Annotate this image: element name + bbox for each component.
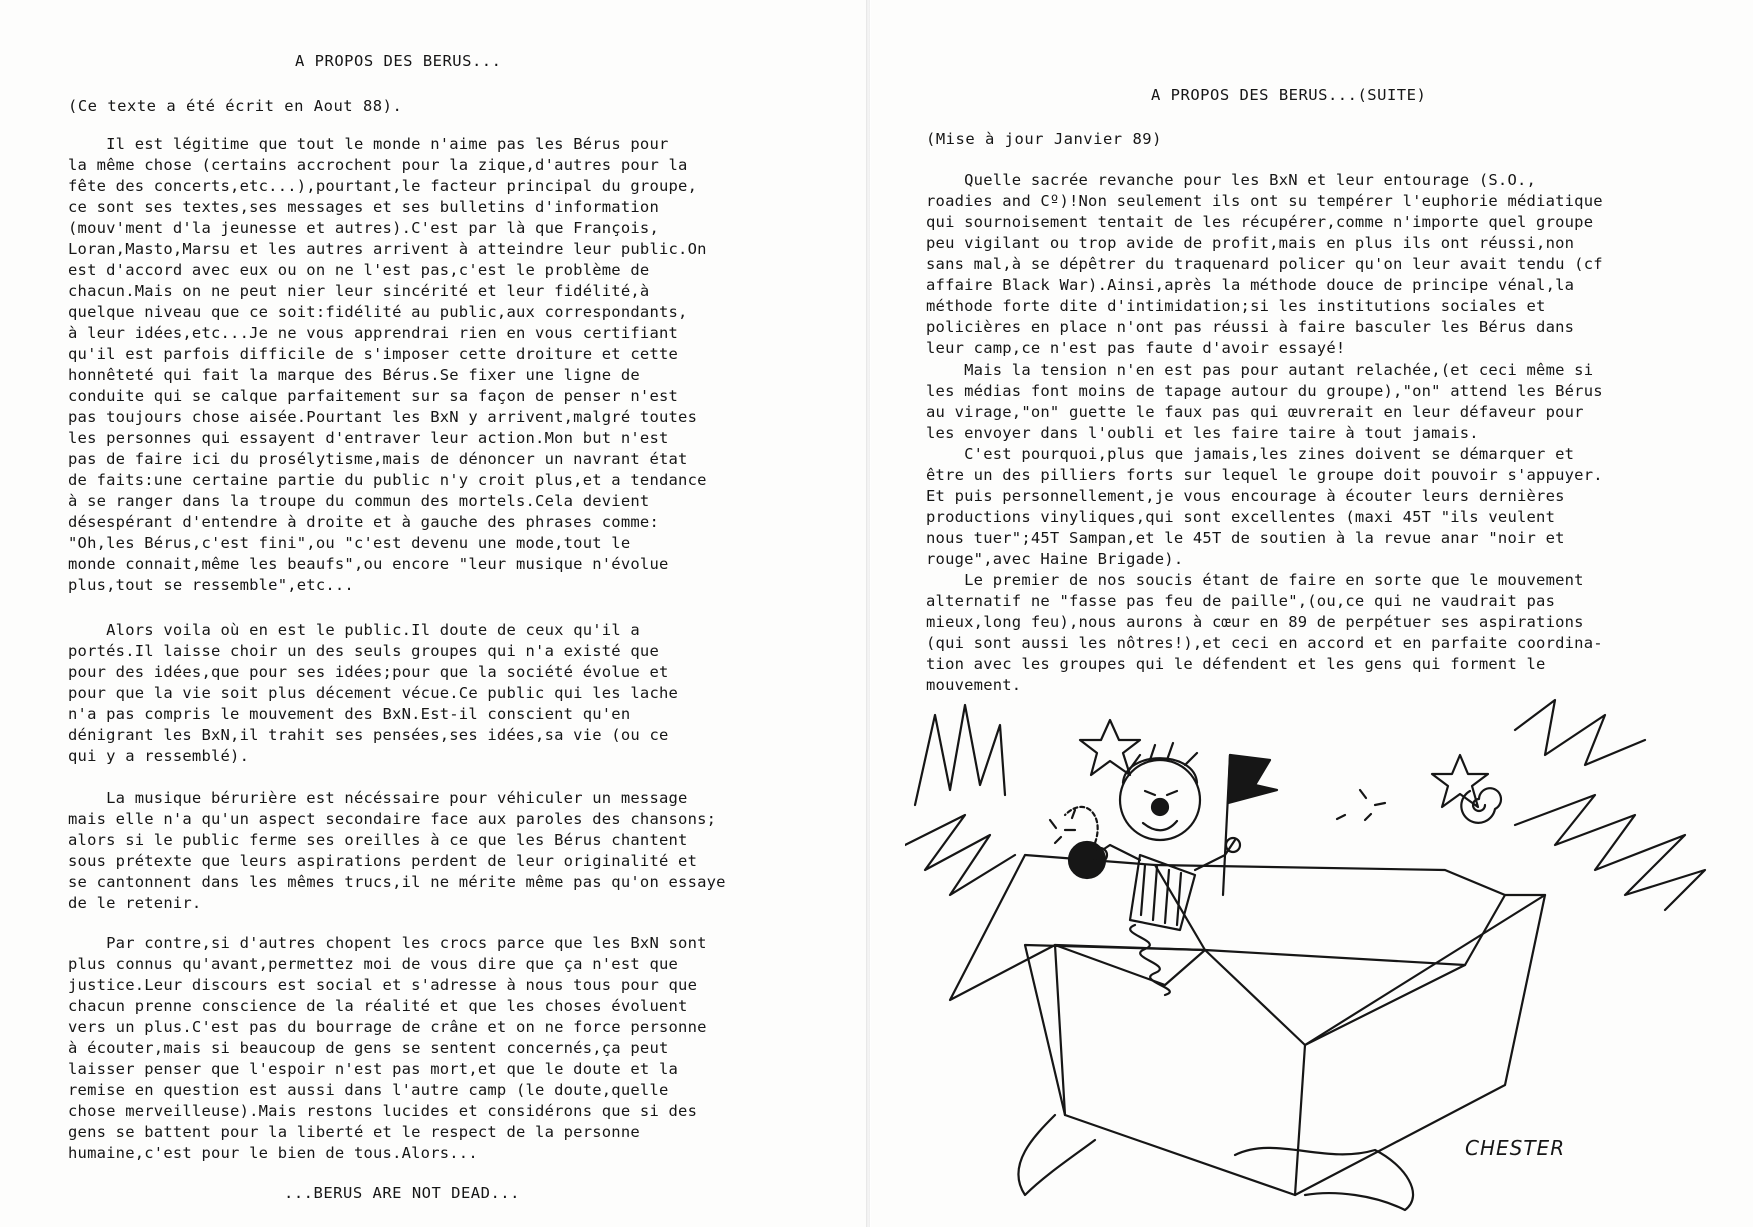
jack-in-the-box-illustration	[905, 695, 1720, 1215]
spiral-icon	[1461, 788, 1501, 823]
burst-right-low-zigzag	[1515, 795, 1705, 910]
burst-right-zigzag	[1515, 700, 1645, 765]
right-page-dateline: (Mise à jour Janvier 89)	[926, 130, 1162, 148]
black-flag-icon	[1228, 755, 1277, 803]
left-page-title: A PROPOS DES BERUS...	[295, 52, 502, 70]
right-paragraph-1: Quelle sacrée revanche pour les BxN et leur entourage (S.O., roadies and Cº)!Non seulement ils ont su tempérer l'euphorie médiatique qui sournoisement tentait de les récupérer,comme n'importe quel groupe peu vigilant ou trop avide de profit,mais en plus ils ont réussi,non sans mal,à se dépêtrer du traquenard policer qu'on leur avait tendu (cf affaire Black War).Ainsi,après la méthode douce de principe vénal,la méthode forte dite d'intimidation;si les institutions sociales et policières en place n'ont pas réussi à faire basculer les Bérus dans leur camp,ce n'est pas faute d'avoir essayé!	[926, 171, 1603, 357]
illustrator-signature: CHESTER	[1465, 1136, 1566, 1160]
burst-left-zigzag	[915, 705, 1005, 805]
left-paragraph-2: Alors voila où en est le public.Il doute de ceux qu'il a portés.Il laisse choir un des seuls groupes qui n'a existé que pour des idées,que pour ses idées;pour que la société évolue et pour que la vie soit plus décement vécue.Ce public qui les lache n'a pas compris le mouvement des BxN.Est-il conscient qu'en dénigrant les BxN,il trahit ses pensées,ses idées,sa vie (ou ce qui y a ressemblé).	[68, 621, 679, 765]
spark-marks-left	[1050, 810, 1075, 843]
left-paragraph-4: Par contre,si d'autres chopent les crocs parce que les BxN sont plus connus qu'avant,permettez moi de vous dire que ça n'est que justice.Leur discours est social et s'adresse à nous tous pour que chacun prenne conscience de la réalité et que les choses évoluent vers un plus.C'est pas du bourrage de crâne et on ne force personne à écouter,mais si beaucoup de gens se sentent concernés,ça peut laisser penser que l'espoir n'est pas mort,et que le doute et la remise en question est aussi dans l'autre camp (le doute,quelle chose merveilleuse).Mais restons lucides et considérons que si des gens se battent pour la liberté et le respect de la personne humaine,c'est pour le bien de tous.Alors...	[68, 934, 707, 1162]
left-page-dateline: (Ce texte a été écrit en Aout 88).	[68, 97, 403, 115]
page-gutter	[866, 0, 870, 1227]
left-paragraph-1: Il est légitime que tout le monde n'aime pas les Bérus pour la même chose (certains accrochent pour la zique,d'autres pour la fête des concerts,etc...),pourtant,le facteur principal du groupe, ce sont ses textes,ses messages et ses bulletins d'information (mouv'ment d'la jeunesse et autres).C'est par là que François, Loran,Masto,Marsu et les autres arrivent à atteindre leur public.On est d'accord avec eux ou on ne l'est pas,c'est le problème de chacun.Mais on ne peut nier leur sincérité et leur fidélité,à quelque niveau que ce soit:fidélité au public,aux correspondants, à leur idées,etc...Je ne vous apprendrai rien en vous certifiant qu'il est parfois difficile de s'imposer cette droiture et cette honnêteté qui fait la marque des Bérus.Se fixer une ligne de conduite qui se calque parfaitement sur sa façon de penser n'est pas toujours chose aisée.Pourtant les BxN y arrivent,malgré toutes les personnes qui essayent d'entraver leur action.Mon but n'est pas de faire ici du prosélytisme,mais de dénoncer un navrant état de faits:une certaine partie du public n'y croit plus,et a tendance à se ranger dans la troupe du commun des mortels.Cela devient désespérant d'entendre à droite et à gauche des phrases comme: "Oh,les Bérus,c'est fini",ou "c'est devenu une mode,tout le monde connait,même les beaufs",ou encore "leur musique n'évolue plus,tout se ressemble",etc...	[68, 135, 707, 594]
spark-marks-right	[1337, 790, 1385, 820]
left-page-closing: ...BERUS ARE NOT DEAD...	[284, 1184, 520, 1202]
right-paragraph-2: Mais la tension n'en est pas pour autant relachée,(et ceci même si les médias font moins de tapage autour du groupe),"on" attend les Bérus au virage,"on" guette le faux pas qui œuvrerait en leur défaveur pour les envoyer dans l'oubli et les faire taire à tout jamais.	[926, 361, 1603, 442]
right-paragraph-4: Le premier de nos soucis étant de faire en sorte que le mouvement alternatif ne "fasse pas feu de paille",(ou,ce qui ne vaudrait pas mieux,long feu),nous aurons à cœur en 89 de perpétuer ses aspirations (qui sont aussi les nôtres!),et ceci en accord et en parfaite coordina- tion avec les groupes qui le défendent et les gens qui forment le mouvement.	[926, 571, 1603, 694]
burst-left-low-zigzag	[905, 815, 1015, 895]
right-paragraph-3: C'est pourquoi,plus que jamais,les zines doivent se démarquer et être un des pilliers forts sur lequel le groupe doit pouvoir s'appuyer. Et puis personnellement,je vous encourage à écouter leurs dernières productions vinyliques,qui sont excellentes (maxi 45T "ils veulent nous tuer";45T Sampan,et le 45T de soutien à la revue anar "noir et rouge",avec Haine Brigade).	[926, 445, 1603, 568]
left-paragraph-3: La musique bérurière est nécéssaire pour véhiculer un message mais elle n'a qu'un aspect secondaire face aux paroles des chansons; alors si le public ferme ses oreilles à ce que les Bérus chantent sous prétexte que leurs aspirations perdent de leur originalité et se cantonnent dans les mêmes trucs,il ne mérite même pas qu'on essaye de le retenir.	[68, 789, 726, 912]
left-page	[0, 0, 868, 1227]
ribbon	[1018, 1115, 1095, 1195]
right-page-title: A PROPOS DES BERUS...(SUITE)	[1151, 86, 1427, 104]
